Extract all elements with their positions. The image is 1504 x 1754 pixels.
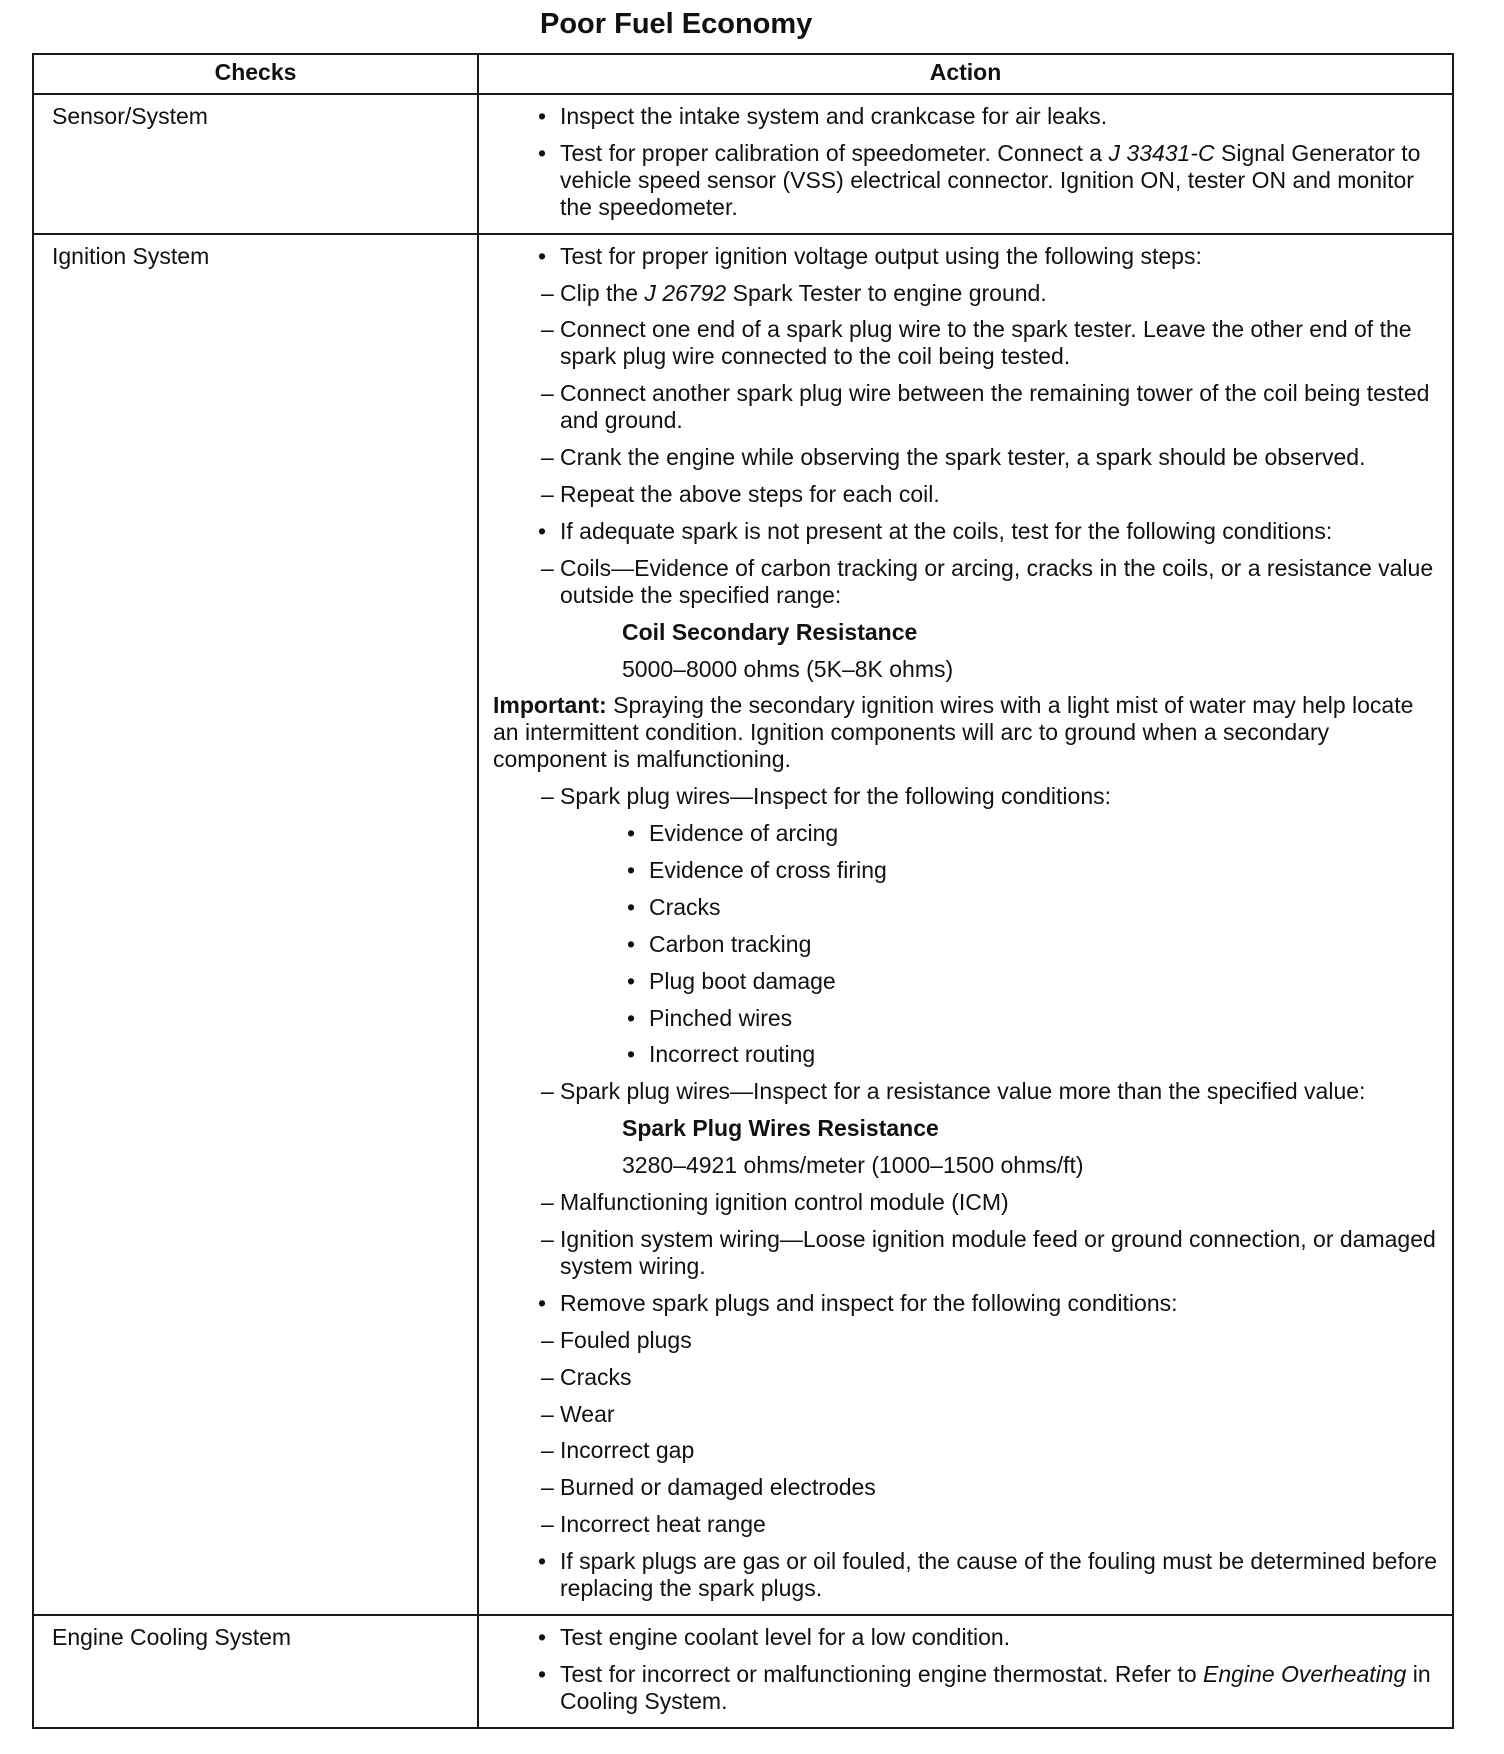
list-item: – Burned or damaged electrodes: [541, 1474, 1438, 1501]
important-note: Important: Spraying the secondary ignition wires with a light mist of water may help locate an intermittent condition. Ignition components will arc to ground when a secondary component is malfunctioning.: [493, 692, 1414, 773]
table-row-engine-cooling-system: [33, 1615, 1453, 1728]
action-bullet: • Test for proper calibration of speedometer. Connect a J 33431-C Signal Generator to vehicle speed sensor (VSS) electrical connector. Ignition ON, tester ON and monitor the speedometer.: [532, 140, 1438, 221]
list-item: • Pinched wires: [621, 1005, 1438, 1032]
action-cell: [478, 1615, 1453, 1728]
spec-title: Spark Plug Wires Resistance: [622, 1115, 939, 1142]
action-step: – Repeat the above steps for each coil.: [541, 481, 1438, 508]
diagnostic-table: [32, 53, 1454, 1729]
action-bullet: • If spark plugs are gas or oil fouled, the cause of the fouling must be determined before replacing the spark plugs.: [532, 1548, 1438, 1602]
table-row-sensor-system: [33, 94, 1453, 234]
action-cell: [478, 234, 1453, 1615]
list-item: – Incorrect heat range: [541, 1511, 1438, 1538]
check-cell: Ignition System: [33, 234, 478, 1615]
list-item: • Plug boot damage: [621, 968, 1438, 995]
action-step: – Clip the J 26792 Spark Tester to engine ground.: [541, 280, 1438, 307]
action-step: – Ignition system wiring—Loose ignition module feed or ground connection, or damaged system wiring.: [541, 1226, 1438, 1280]
action-step: – Coils—Evidence of carbon tracking or arcing, cracks in the coils, or a resistance value outside the specified range:: [541, 555, 1438, 609]
check-cell: Sensor/System: [33, 94, 478, 234]
table-row-ignition-system: [33, 234, 1453, 1615]
list-item: – Cracks: [541, 1364, 1438, 1391]
tool-name: J 26792: [644, 279, 727, 306]
check-cell: Engine Cooling System: [33, 1615, 478, 1728]
action-bullet: • Test engine coolant level for a low condition.: [532, 1624, 1438, 1651]
action-step: – Malfunctioning ignition control module (ICM): [541, 1189, 1438, 1216]
list-item: – Incorrect gap: [541, 1437, 1438, 1464]
checks-header: Checks: [33, 54, 478, 94]
action-bullet: • Test for incorrect or malfunctioning engine thermostat. Refer to Engine Overheating in Cooling System.: [532, 1661, 1438, 1715]
spec-title: Coil Secondary Resistance: [622, 618, 918, 645]
action-step: – Connect another spark plug wire between the remaining tower of the coil being tested and ground.: [541, 380, 1438, 434]
list-item: • Incorrect routing: [621, 1041, 1438, 1068]
tool-name: J 33431-C: [1108, 139, 1215, 166]
action-cell: [478, 94, 1453, 234]
list-item: • Carbon tracking: [621, 931, 1438, 958]
spec-value: 5000–8000 ohms (5K–8K ohms): [622, 655, 954, 682]
reference-title: Engine Overheating: [1203, 1660, 1407, 1687]
important-label: Important:: [493, 692, 607, 719]
action-bullet: • Inspect the intake system and crankcase for air leaks.: [532, 103, 1438, 130]
action-bullet: • If adequate spark is not present at the coils, test for the following conditions:: [532, 518, 1438, 545]
action-step: – Spark plug wires—Inspect for the following conditions:: [541, 783, 1438, 810]
page-title: Poor Fuel Economy: [540, 8, 813, 40]
action-header: Action: [478, 54, 1453, 94]
action-bullet: • Test for proper ignition voltage output using the following steps:: [532, 243, 1438, 270]
list-item: • Evidence of cross firing: [621, 857, 1438, 884]
action-step: – Spark plug wires—Inspect for a resistance value more than the specified value:: [541, 1078, 1438, 1105]
table-header-row: [33, 54, 1453, 94]
list-item: – Wear: [541, 1401, 1438, 1428]
list-item: • Evidence of arcing: [621, 820, 1438, 847]
action-step: – Crank the engine while observing the spark tester, a spark should be observed.: [541, 444, 1438, 471]
action-bullet: • Remove spark plugs and inspect for the following conditions:: [532, 1290, 1438, 1317]
action-step: – Connect one end of a spark plug wire to the spark tester. Leave the other end of the spark plug wire connected to the coil being tested.: [541, 316, 1438, 370]
list-item: – Fouled plugs: [541, 1327, 1438, 1354]
spec-value: 3280–4921 ohms/meter (1000–1500 ohms/ft): [622, 1152, 1084, 1179]
list-item: • Cracks: [621, 894, 1438, 921]
